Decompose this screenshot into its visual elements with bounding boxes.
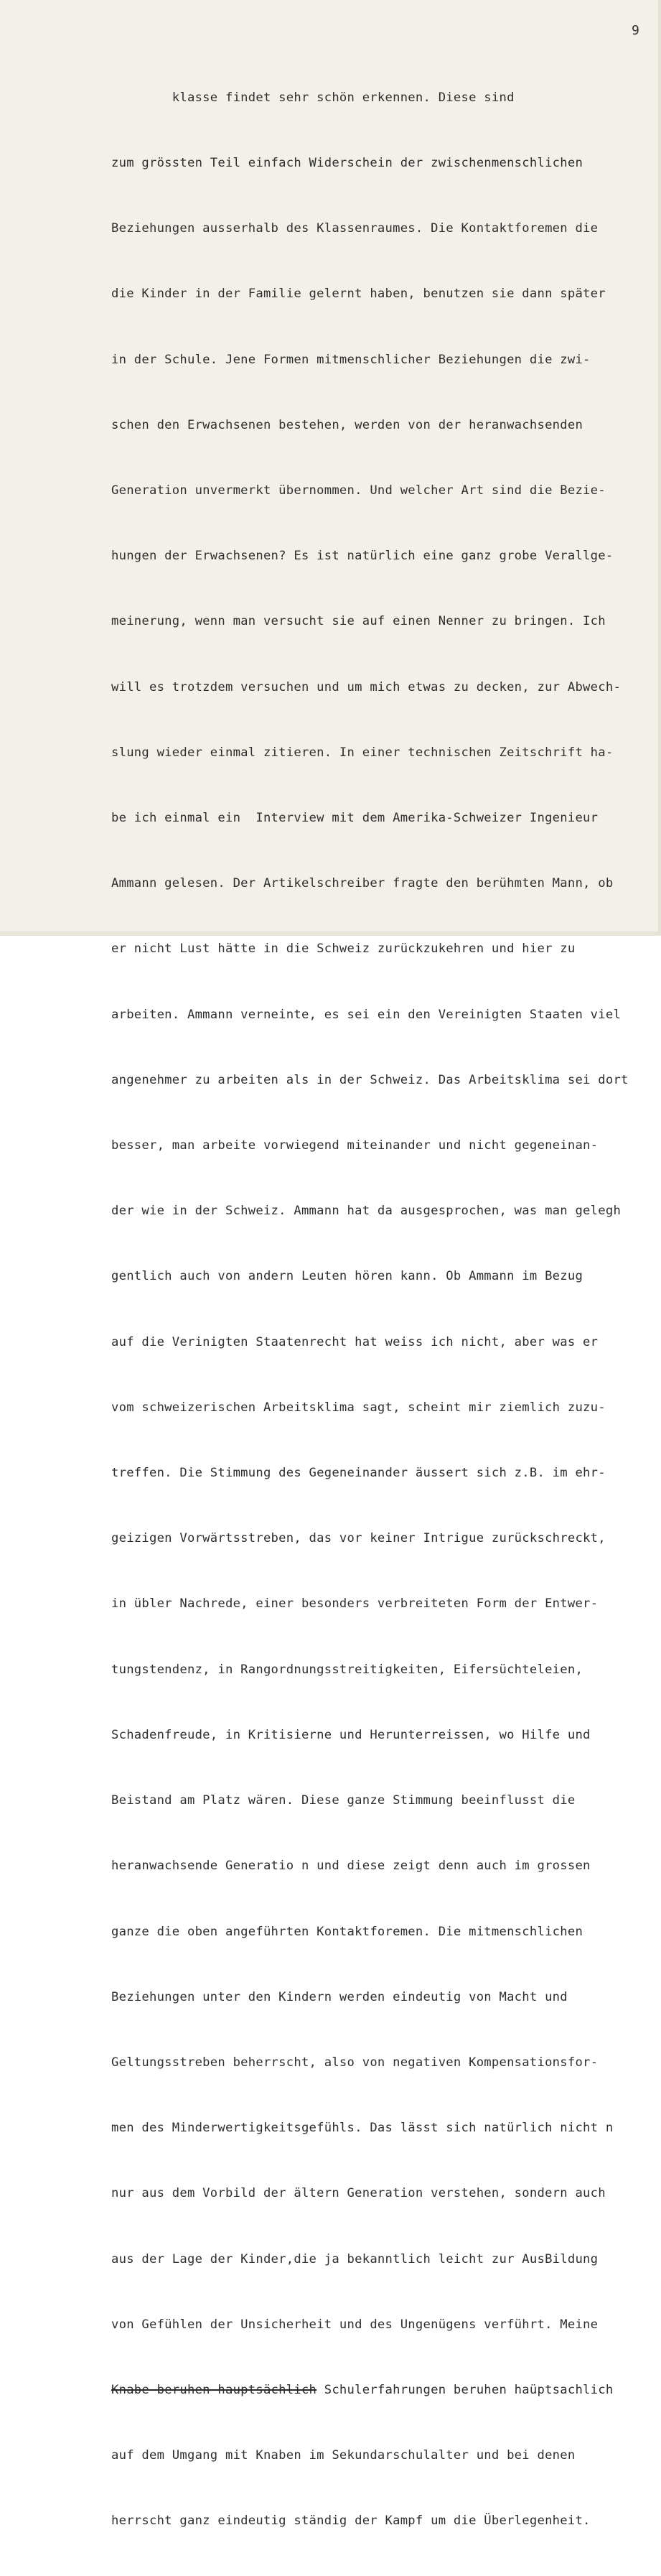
struck-out-text: Knabe beruhen hauptsächlich [111, 2382, 317, 2397]
text-line: Beziehungen unter den Kindern werden eindeutig von Macht und [111, 1989, 568, 2004]
text-line: hungen der Erwachsenen? Es ist natürlich eine ganz grobe Verallge- [111, 549, 614, 564]
text-line: in übler Nachrede, einer besonders verbreiteten Form der Entwer- [111, 1596, 599, 1612]
text-line: ganze die oben angeführten Kontaktforemen. Die mitmenschlichen [111, 1924, 583, 1939]
text-line: will es trotzdem versuchen und um mich etwas zu decken, zur Abwech- [111, 679, 622, 694]
text-line: Schadenfreude, in Kritisierne und Herunterreissen, wo Hilfe und [111, 1727, 591, 1742]
text-line: aus der Lage der Kinder,die ja bekanntlich leicht zur AusBildung [111, 2251, 599, 2266]
text-line: vom schweizerischen Arbeitsklima sagt, scheint mir ziemlich zuzu- [111, 1400, 606, 1415]
text-line: angenehmer zu arbeiten als in der Schweiz. Das Arbeitsklima sei dort [111, 1072, 629, 1087]
text-line: Geltungsstreben beherrscht, also von negativen Kompensationsfor- [111, 2055, 599, 2070]
paper-edge-right [658, 0, 661, 936]
text-line: er nicht Lust hätte in die Schweiz zurückzukehren und hier zu [111, 941, 576, 957]
text-line: nur aus dem Vorbild der ältern Generation verstehen, sondern auch [111, 2186, 606, 2201]
text-line: der wie in der Schweiz. Ammann hat da ausgesprochen, was man gelegh [111, 1204, 622, 1219]
text-line: Generation unvermerkt übernommen. Und welcher Art sind die Bezie- [111, 483, 606, 498]
typed-body [111, 43, 657, 2576]
text-line-with-strikeout [111, 2379, 657, 2401]
text-line: tungstendenz, in Rangordnungsstreitigkeiten, Eifersüchteleien, [111, 1662, 583, 1677]
text-line: be ich einmal ein Interview mit dem Amerika-Schweizer Ingenieur [111, 811, 599, 826]
text-line: geizigen Vorwärtsstreben, das vor keiner Intrigue zurückschreckt, [111, 1531, 606, 1546]
text-line: auf dem Umgang mit Knaben im Sekundarschulalter und bei denen [111, 2448, 576, 2463]
text-after-strikeout: Schulerfahrungen beruhen haüptsachlich [317, 2382, 614, 2397]
text-line: slung wieder einmal zitieren. In einer technischen Zeitschrift ha- [111, 745, 614, 760]
text-line: men des Minderwertigkeitsgefühls. Das lässt sich natürlich nicht n [111, 2121, 614, 2136]
text-line: die Kinder in der Familie gelernt haben, benutzen sie dann später [111, 287, 606, 302]
text-line: besser, man arbeite vorwiegend miteinander und nicht gegeneinan- [111, 1138, 599, 1153]
text-line: gentlich auch von andern Leuten hören kann. Ob Ammann im Bezug [111, 1269, 583, 1284]
text-line: Beziehungen ausserhalb des Klassenraumes. Die Kontaktforemen die [111, 221, 599, 236]
text-line: klasse findet sehr schön erkennen. Diese sind [111, 90, 515, 105]
text-line: schen den Erwachsenen bestehen, werden von der heranwachsenden [111, 417, 583, 432]
text-line: meinerung, wenn man versucht sie auf einen Nenner zu bringen. Ich [111, 614, 606, 629]
text-line: zum grössten Teil einfach Widerschein der zwischenmenschlichen [111, 156, 583, 171]
text-line: in der Schule. Jene Formen mitmenschlicher Beziehungen die zwi- [111, 352, 591, 367]
text-line: Ammann gelesen. Der Artikelschreiber fragte den berühmten Mann, ob [111, 876, 614, 891]
text-line: treffen. Die Stimmung des Gegeneinander äussert sich z.B. im ehr- [111, 1466, 606, 1481]
text-line: Beistand am Platz wären. Diese ganze Stimmung beeinflusst die [111, 1793, 576, 1808]
page-number: 9 [632, 23, 639, 38]
text-line: heranwachsende Generatio n und diese zeigt denn auch im grossen [111, 1859, 591, 1874]
text-line: arbeiten. Ammann verneinte, es sei ein den Vereinigten Staaten viel [111, 1007, 622, 1022]
text-line: auf die Verinigten Staatenrecht hat weiss ich nicht, aber was er [111, 1334, 599, 1349]
text-line: von Gefühlen der Unsicherheit und des Ungenügens verführt. Meine [111, 2317, 599, 2332]
text-line: herrscht ganz eindeutig ständig der Kampf um die Überlegenheit. [111, 2514, 591, 2529]
